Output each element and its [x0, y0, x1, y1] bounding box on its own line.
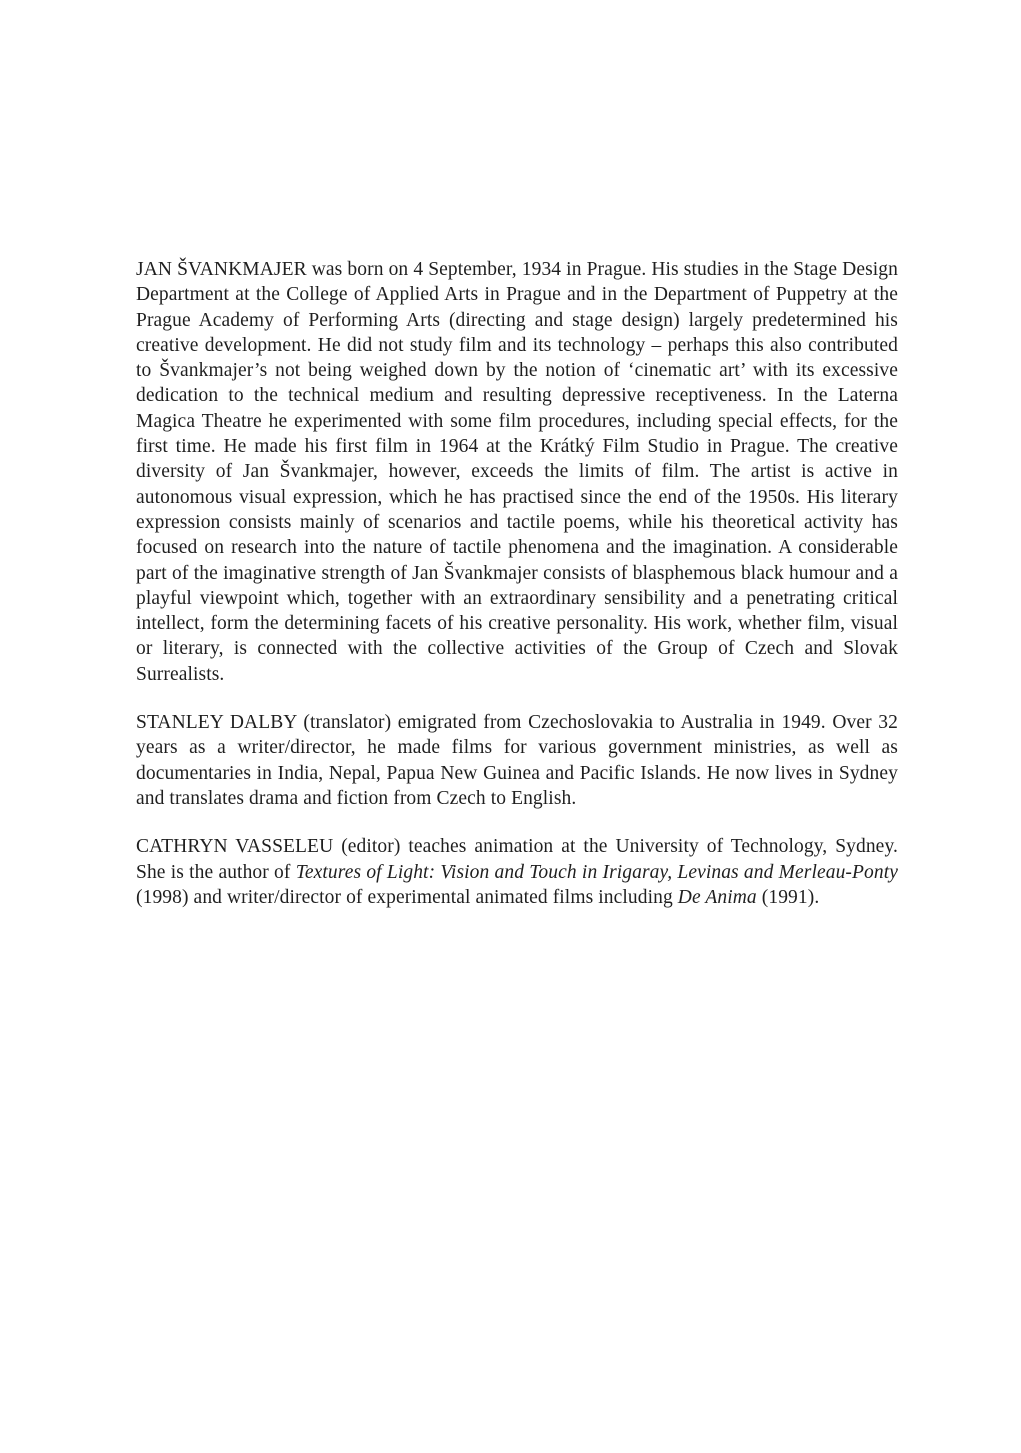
italic-text-run: De Anima — [677, 886, 757, 908]
text-run: STANLEY DALBY (translator) emigrated from Czechoslovakia to Australia in 1949. Over 32 years as a writer/director, he made films for various government ministries, as well as documentaries in India, Nepal, Papua New Guinea and Pacific Islands. He now lives in Sydney and translates drama and fiction from Czech to English. — [136, 712, 898, 809]
paragraph-cathryn-vasseleu-bio — [136, 834, 898, 910]
paragraph-jan-svankmajer-bio — [136, 257, 898, 687]
biography-text-block — [136, 257, 898, 933]
paragraph-stanley-dalby-bio — [136, 710, 898, 811]
text-run: (1998) and writer/director of experimental animated films including — [136, 886, 678, 908]
text-run: CATHRYN VASSELEU (editor) teaches animation at the University of Technology, Sydney. She is the author of — [136, 836, 898, 883]
text-run: JAN ŠVANKMAJER was born on 4 September, 1934 in Prague. His studies in the Stage Design Department at the College of Applied Arts in Prague and in the Department of Puppetry at the Prague Academy of Performing Arts (directing and stage design) largely predetermined his creative development. He did not study film and its technology – perhaps this also contributed to Švankmajer’s not being weighed down by the notion of ‘cinematic art’ with its excessive dedication to the technical medium and resulting depressive receptiveness. In the Laterna Magica Theatre he experimented with some film procedures, including special effects, for the first time. He made his first film in 1964 at the Krátký Film Studio in Prague. The creative diversity of Jan Švankmajer, however, exceeds the limits of film. The artist is active in autonomous visual expression, which he has practised since the end of the 1950s. His literary expression consists mainly of scenarios and tactile poems, while his theoretical activity has focused on research into the nature of tactile phenomena and the imagination. A considerable part of the imaginative strength of Jan Švankmajer consists of blasphemous black humour and a playful viewpoint which, together with an extraordinary sensibility and a penetrating critical intellect, form the determining facets of his creative personality. His work, whether film, visual or literary, is connected with the collective activities of the Group of Czech and Slovak Surrealists. — [136, 259, 898, 685]
text-run: (1991). — [756, 886, 820, 908]
italic-text-run: Textures of Light: Vision and Touch in Irigaray, Levinas and Merleau-Ponty — [295, 861, 898, 883]
